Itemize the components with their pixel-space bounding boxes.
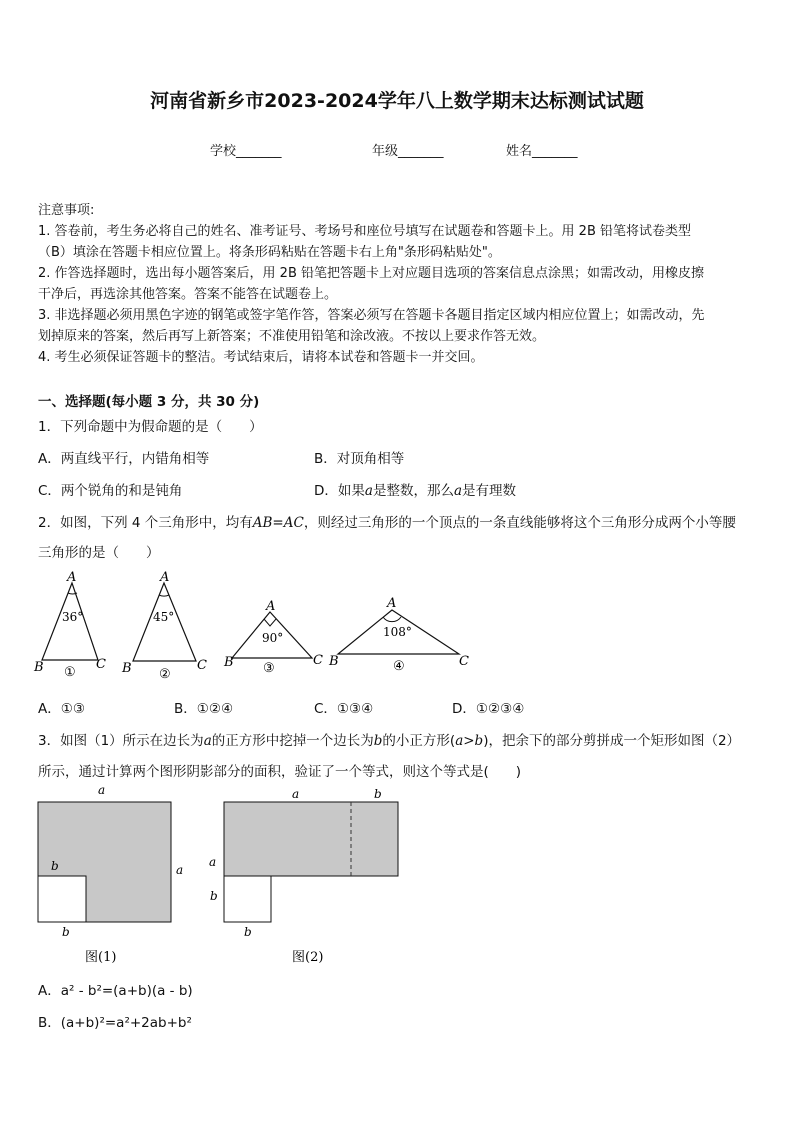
notice-line-7: 4. 考生必须保证答题卡的整洁。考试结束后，请将本试卷和答题卡一并交回。 xyxy=(38,350,484,365)
q2-option-c: C．①③④ xyxy=(314,701,374,717)
t2-number: ② xyxy=(159,667,171,682)
notice-line-6: 划掉原来的答案，然后再写上新答案；不准使用铅笔和涂改液。不按以上要求作答无效。 xyxy=(38,329,546,344)
t3-label-a: A xyxy=(266,599,276,614)
fig1-caption: 图(1) xyxy=(85,950,117,965)
t4-label-b: B xyxy=(329,654,339,669)
section-heading: 一、选择题(每小题 3 分，共 30 分) xyxy=(38,394,260,410)
name-field: 姓名_______ xyxy=(506,144,578,159)
fig2-bottom-b: b xyxy=(244,925,252,939)
t4-label-a: A xyxy=(387,596,397,611)
t2-label-a: A xyxy=(160,570,170,585)
grade-field: 年级_______ xyxy=(372,144,444,159)
notice-line-4: 干净后，再选涂其他答案。答案不能答在试题卷上。 xyxy=(38,287,338,302)
q3-stem-line2: 所示，通过计算两个图形阴影部分的面积，验证了一个等式，则这个等式是( ) xyxy=(38,764,522,780)
fig2-top-b: b xyxy=(374,787,382,801)
figure-1 xyxy=(38,783,183,965)
q2-triangles-figure xyxy=(30,566,480,686)
fig1-bottom-b: b xyxy=(62,925,70,939)
q2-stem: 2．如图，下列 4 个三角形中，均有AB=AC，则经过三角形的一个顶点的一条直线能够将这个三角形分成两个小等腰 xyxy=(38,515,736,531)
notice-line-5: 3. 非选择题必须用黑色字迹的钢笔或签字笔作答，答案必须写在答题卡各题目指定区域内相应位置上；如需改动，先 xyxy=(38,308,705,323)
q1-option-b: B．对顶角相等 xyxy=(314,451,405,467)
q2-option-a: A．①③ xyxy=(38,701,85,717)
t3-number: ③ xyxy=(263,661,275,676)
q2-option-d: D．①②③④ xyxy=(452,701,525,717)
t1-number: ① xyxy=(64,665,76,680)
q1-option-d: D．如果a是整数，那么a是有理数 xyxy=(314,483,517,499)
t1-angle: 36° xyxy=(62,610,84,624)
t1-label-c: C xyxy=(96,657,106,672)
q3-stem: 3．如图（1）所示在边长为a的正方形中挖掉一个边长为b的小正方形(a>b)，把余下的部分剪拼成一个矩形如图（2） xyxy=(38,733,741,749)
q2-stem-line2: 三角形的是（ ） xyxy=(38,545,160,561)
triangle-1 xyxy=(33,570,106,680)
triangle-4 xyxy=(328,596,469,674)
notice-heading: 注意事项: xyxy=(38,203,95,218)
page-title: 河南省新乡市2023-2024学年八上数学期末达标测试试题 xyxy=(150,90,644,112)
triangle-3 xyxy=(223,599,323,676)
triangle-2 xyxy=(121,570,207,682)
t3-label-c: C xyxy=(313,653,323,668)
q3-option-a: A．a² - b²=(a+b)(a - b) xyxy=(38,983,193,999)
q1-stem: 1．下列命题中为假命题的是（ ） xyxy=(38,419,263,435)
fig1-right-a: a xyxy=(176,863,184,877)
t3-label-b: B xyxy=(224,655,234,670)
t2-label-c: C xyxy=(197,658,207,673)
t4-number: ④ xyxy=(393,659,405,674)
fig2-left-b: b xyxy=(210,889,218,903)
fig1-inner-b: b xyxy=(51,859,59,873)
q2-option-b: B．①②④ xyxy=(174,701,234,717)
t4-angle: 108° xyxy=(383,625,412,639)
school-field: 学校_______ xyxy=(210,144,282,159)
q3-squares-figure xyxy=(28,780,408,970)
fig2-top-a: a xyxy=(292,787,300,801)
q1-option-c: C．两个锐角的和是钝角 xyxy=(38,483,183,499)
fig2-left-a: a xyxy=(209,855,217,869)
notice-line-2: （B）填涂在答题卡相应位置上。将条形码粘贴在答题卡右上角"条形码粘贴处"。 xyxy=(38,245,501,260)
q3-option-b: B．(a+b)²=a²+2ab+b² xyxy=(38,1015,192,1031)
t2-angle: 45° xyxy=(153,610,175,624)
q1-option-a: A．两直线平行，内错角相等 xyxy=(38,451,210,467)
t1-label-b: B xyxy=(34,660,44,675)
t1-label-a: A xyxy=(67,570,77,585)
fig2-caption: 图(2) xyxy=(292,950,324,965)
fig1-top-a: a xyxy=(98,783,106,797)
t3-angle: 90° xyxy=(262,631,284,645)
t2-label-b: B xyxy=(122,661,132,676)
notice-line-3: 2. 作答选择题时，选出每小题答案后，用 2B 铅笔把答题卡上对应题目选项的答案信息点涂黑；如需改动，用橡皮擦 xyxy=(38,266,704,281)
figure-2 xyxy=(209,787,398,965)
notice-line-1: 1. 答卷前，考生务必将自己的姓名、准考证号、考场号和座位号填写在试题卷和答题卡上。用 2B 铅笔将试卷类型 xyxy=(38,224,691,239)
t4-label-c: C xyxy=(459,654,469,669)
